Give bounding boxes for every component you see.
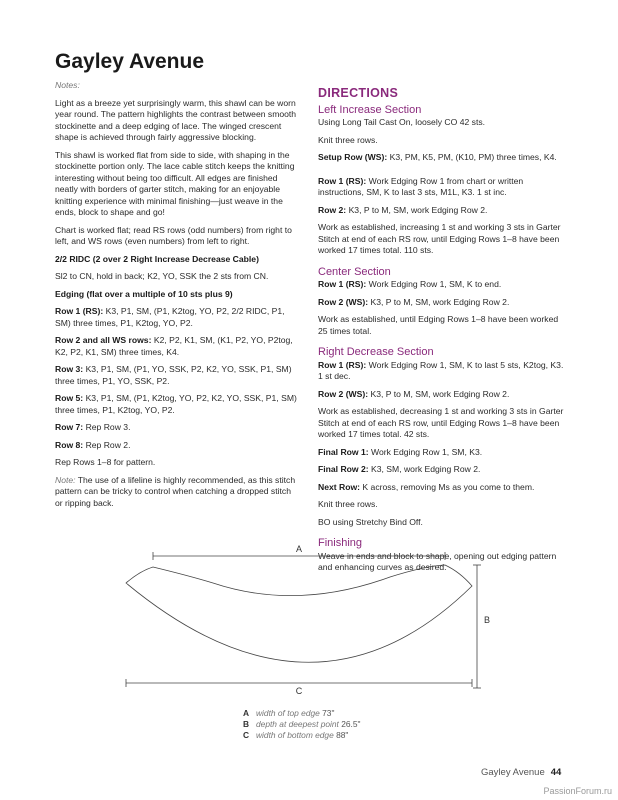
- schematic-legend: [243, 708, 361, 741]
- edging-row-label: Row 3:: [55, 364, 84, 374]
- text-line: BO using Stretchy Bind Off.: [318, 516, 423, 527]
- edging-row-text: K2, P2, K1, SM, (K1, P2, YO, P2tog, K2, P2, K1, SM) three times, K4.: [55, 335, 293, 357]
- directions-heading: DIRECTIONS: [318, 86, 399, 100]
- row-text: K3, P to M, SM, work Edging Row 2.: [370, 296, 510, 307]
- intro-paragraph-3: Chart is worked flat; read RS rows (odd numbers) from right to left, and WS rows (even numbers) from left to right.: [55, 224, 292, 246]
- dimension-label-b: B: [484, 615, 491, 625]
- edging-heading: Edging (flat over a multiple of 10 sts plus 9): [55, 288, 233, 299]
- row-label: Final Row 2:: [318, 464, 369, 474]
- legend-value: 73": [322, 708, 335, 718]
- text-line: Using Long Tail Cast On, loosely CO 42 sts.: [318, 117, 486, 127]
- row-text: Work Edging Row 1, SM, K3.: [371, 446, 483, 457]
- edging-row-text: K3, P1, SM, (P1, K2tog, YO, P2, K2, YO, SSK, P1, SM) three times, P1, K2tog, YO, P2.: [55, 393, 297, 415]
- legend-value: 88": [336, 730, 349, 740]
- right-section-heading: Right Decrease Section: [318, 346, 434, 358]
- row-text: Work Edging Row 1, SM, K to end.: [368, 279, 502, 289]
- legend-key: A: [243, 708, 250, 718]
- intro-paragraph-2: This shawl is worked flat from side to side, with shaping in the stockinette portion only. The lace cable stitch keeps the knitting interesting without being too difficult. All edges are finished neatly with borders of garter stitch, making for an enjoyable knitting experience with minimal finishing—just weave in the ends, block to shape and go!: [55, 149, 295, 217]
- row-label: Row 1 (RS):: [318, 359, 367, 370]
- page-footer: [481, 767, 561, 778]
- legend-value: 26.5": [341, 719, 361, 729]
- footer-title: Gayley Avenue: [481, 767, 545, 778]
- note-label: Note:: [55, 474, 76, 485]
- edging-row-label: Row 8:: [55, 439, 84, 450]
- text-line: Knit three rows.: [318, 499, 378, 509]
- row-label: Row 2:: [318, 204, 347, 215]
- row-text: K3, PM, K5, PM, (K10, PM) three times, K4.: [389, 152, 557, 162]
- ridc-text: Sl2 to CN, hold in back; K2, YO, SSK the 2 sts from CN.: [55, 271, 269, 281]
- edging-row-text: K3, P1, SM, (P1, K2tog, YO, P2, 2/2 RIDC, P1, SM) three times, P1, K2tog, YO, P2.: [55, 306, 285, 328]
- text-line: Work as established, until Edging Rows 1–8 have been worked 25 times total.: [318, 314, 559, 336]
- row-text: K3, P to M, SM, work Edging Row 2.: [348, 204, 488, 215]
- left-section-heading: Left Increase Section: [318, 103, 422, 116]
- dimension-label-c: C: [295, 686, 303, 696]
- row-label: Row 2 (WS):: [318, 296, 369, 307]
- row-label: Row 1 (RS):: [318, 175, 367, 186]
- legend-key: B: [243, 719, 250, 729]
- row-text: Work Edging Row 1, SM, K to last 5 sts, K2tog, K3. 1 st dec.: [318, 359, 564, 381]
- finishing-text: Weave in ends and block to shape, opening out edging pattern and enhancing curves as desired.: [318, 550, 557, 572]
- row-text: K3, SM, work Edging Row 2.: [371, 464, 481, 474]
- legend-desc: width of bottom edge: [256, 730, 334, 740]
- edging-row-text: Rep Row 2.: [85, 439, 131, 450]
- edging-row-label: Row 1 (RS):: [55, 306, 104, 316]
- text-line: Work as established, increasing 1 st and working 3 sts in Garter Stitch at end of each RS row, until Edging Rows 1–8 have been worked 17 times total. 110 sts.: [318, 222, 561, 255]
- edging-repeat: Rep Rows 1–8 for pattern.: [55, 457, 156, 467]
- notes-label: Notes:: [55, 80, 80, 90]
- center-section-heading: Center Section: [318, 265, 391, 278]
- row-label: Row 1 (RS):: [318, 279, 367, 289]
- note-text: The use of a lifeline is highly recommended, as this stitch pattern can be tricky to control when catching a dropped stitch or ripping back.: [55, 474, 296, 508]
- edging-row-label: Row 7:: [55, 422, 84, 432]
- edging-row-text: K3, P1, SM, (P1, YO, SSK, P2, K2, YO, SSK, P1, SM) three times, P1, YO, SSK, P2.: [55, 364, 292, 386]
- text-line: Work as established, decreasing 1 st and working 3 sts in Garter Stitch at end of each RS row, until Edging Rows 1–8 have been worked 17 times total. 42 sts.: [318, 406, 564, 439]
- row-text: K across, removing Ms as you come to them.: [362, 481, 535, 492]
- legend-key: C: [243, 730, 250, 740]
- edging-row-label: Row 5:: [55, 393, 84, 403]
- row-label: Setup Row (WS):: [318, 152, 388, 162]
- legend-item: [243, 730, 361, 741]
- row-label: Row 2 (WS):: [318, 388, 369, 399]
- row-label: Next Row:: [318, 481, 361, 492]
- page-title: Gayley Avenue: [55, 50, 205, 73]
- dimension-label-a: A: [295, 544, 303, 554]
- row-label: Final Row 1:: [318, 446, 369, 457]
- legend-item: [243, 708, 361, 719]
- legend-desc: width of top edge: [256, 708, 320, 718]
- legend-desc: depth at deepest point: [256, 719, 339, 729]
- edging-row-text: Rep Row 3.: [85, 422, 131, 432]
- watermark: PassionForum.ru: [543, 786, 612, 796]
- row-text: K3, P to M, SM, work Edging Row 2.: [370, 388, 510, 399]
- edging-row-label: Row 2 and all WS rows:: [55, 335, 152, 345]
- shawl-outline: [126, 565, 472, 662]
- finishing-heading: Finishing: [318, 537, 363, 549]
- intro-paragraph-1: Light as a breeze yet surprisingly warm, this shawl can be worn year round. The pattern highlights the contrast between smooth stockinette and a deep edging of lace. The winged crescent shape is achieved through fairly aggressive blocking.: [55, 97, 297, 142]
- legend-item: [243, 719, 361, 730]
- row-text: Work Edging Row 1 from chart or written instructions, SM, K to last 3 sts, M1L, K3. 1 st inc.: [318, 175, 524, 197]
- text-line: Knit three rows.: [318, 134, 378, 145]
- page-number: 44: [550, 767, 562, 778]
- ridc-heading: 2/2 RIDC (2 over 2 Right Increase Decrease Cable): [55, 253, 259, 264]
